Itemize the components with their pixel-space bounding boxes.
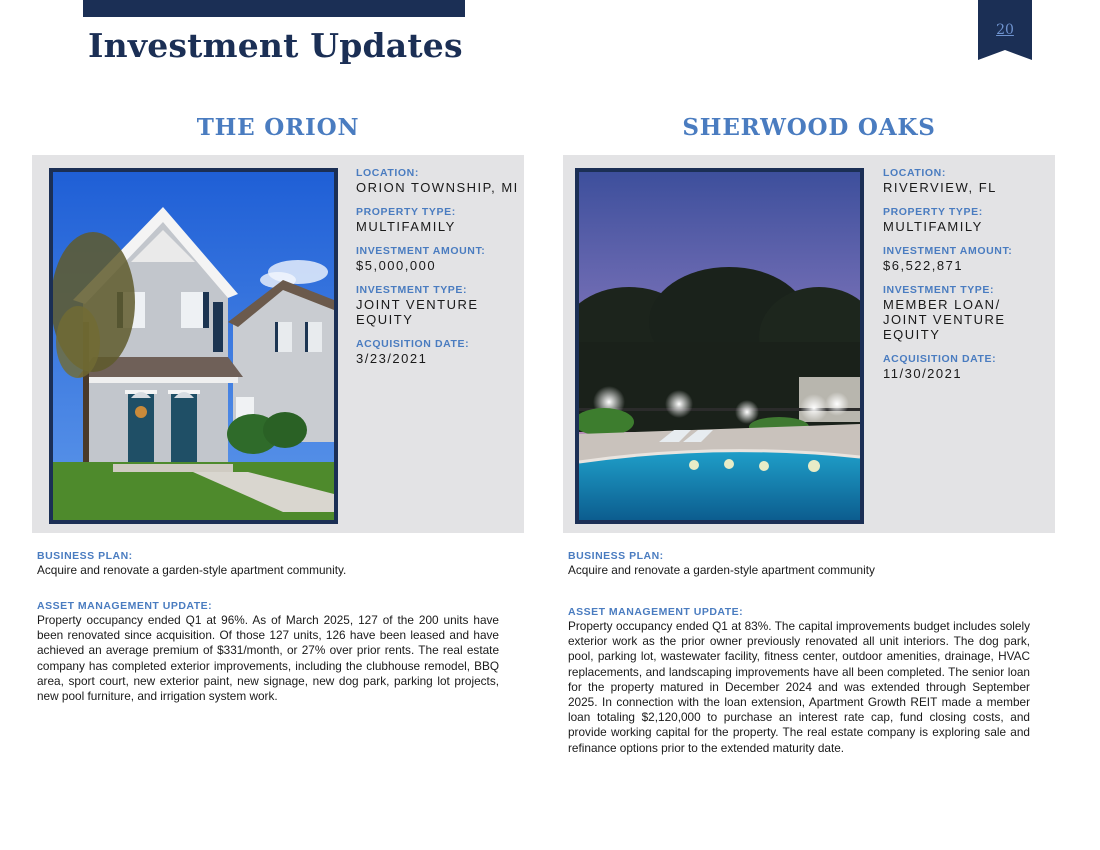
investment-type-field [883,284,1047,342]
business-plan-text: Acquire and renovate a garden-style apartment community [568,563,875,577]
investment-type-label: INVESTMENT TYPE: [883,284,995,296]
asset-management-label: ASSET MANAGEMENT UPDATE: [37,600,213,612]
investment-type-value: JOINT VENTURE EQUITY [356,297,479,327]
acquisition-date-field [883,353,1047,381]
business-plan-text: Acquire and renovate a garden-style apartment community. [37,563,347,577]
asset-management-text: Property occupancy ended Q1 at 83%. The capital improvements budget includes solely exterior work as the prior owner previously renovated all unit interiors. The dog park, pool, parking lot, wastewater facility, fitness center, outdoor amenities, drainage, HVAC replacements, and landscaping improvements have all been completed. The senior loan for the property matured in December 2024 and was extended through September 2025. In connection with the loan extension, Apartment Growth REIT made a member loan totaling $2,120,000 to purchase an interest rate cap, fund closing costs, and provide working capital for the property. The real estate company is exploring sale and refinance options prior to the extended maturity date. [568,619,1030,755]
page-number-tab [978,0,1032,60]
acquisition-date-value: 11/30/2021 [883,366,963,381]
investment-amount-value: $5,000,000 [356,258,437,273]
property-panel [563,155,1055,533]
property-photo [575,168,864,524]
business-plan-label: BUSINESS PLAN: [568,550,664,562]
acquisition-date-field [356,338,520,366]
page-title: Investment Updates [88,26,463,65]
asset-management-section [37,600,499,704]
location-label: LOCATION: [356,167,419,179]
investment-amount-label: INVESTMENT AMOUNT: [883,245,1013,257]
property-type-label: PROPERTY TYPE: [356,206,456,218]
property-details [883,167,1047,392]
investment-type-field [356,284,520,327]
business-plan-label: BUSINESS PLAN: [37,550,133,562]
investment-amount-label: INVESTMENT AMOUNT: [356,245,486,257]
property-type-value: MULTIFAMILY [883,219,983,234]
page-number: 20 [996,22,1014,38]
location-label: LOCATION: [883,167,946,179]
investment-type-label: INVESTMENT TYPE: [356,284,468,296]
asset-management-text: Property occupancy ended Q1 at 96%. As of March 2025, 127 of the 200 units have been renovated since acquisition. Of those 127 units, 126 have been leased and have achieved an average premium of $331/month, or 27% over prior rents. The real estate company has completed exterior improvements, including the clubhouse remodel, BBQ area, sport court, new exterior paint, new signage, new dog park, parking lot projects, new pool furniture, and irrigation system work. [37,613,499,704]
location-value: ORION TOWNSHIP, MI [356,180,519,195]
acquisition-date-label: ACQUISITION DATE: [883,353,997,365]
location-value: RIVERVIEW, FL [883,180,997,195]
investment-amount-field [883,245,1047,273]
property-type-value: MULTIFAMILY [356,219,456,234]
investment-type-value: MEMBER LOAN/ JOINT VENTURE EQUITY [883,297,1006,342]
acquisition-date-value: 3/23/2021 [356,351,428,366]
investment-amount-value: $6,522,871 [883,258,964,273]
header-accent-bar [83,0,465,17]
property-type-field [356,206,520,234]
property-name: THE ORION [196,114,360,141]
property-type-field [883,206,1047,234]
business-plan-section [568,550,1030,578]
townhouse-photo-icon [53,172,334,520]
acquisition-date-label: ACQUISITION DATE: [356,338,470,350]
property-details [356,167,520,377]
property-panel [32,155,524,533]
investment-amount-field [356,245,520,273]
property-photo [49,168,338,524]
location-field [356,167,520,195]
asset-management-label: ASSET MANAGEMENT UPDATE: [568,606,744,618]
property-type-label: PROPERTY TYPE: [883,206,983,218]
pool-night-photo-icon [579,172,860,520]
business-plan-section [37,550,499,578]
asset-management-section [568,606,1030,756]
location-field [883,167,1047,195]
property-name: SHERWOOD OAKS [682,114,936,141]
